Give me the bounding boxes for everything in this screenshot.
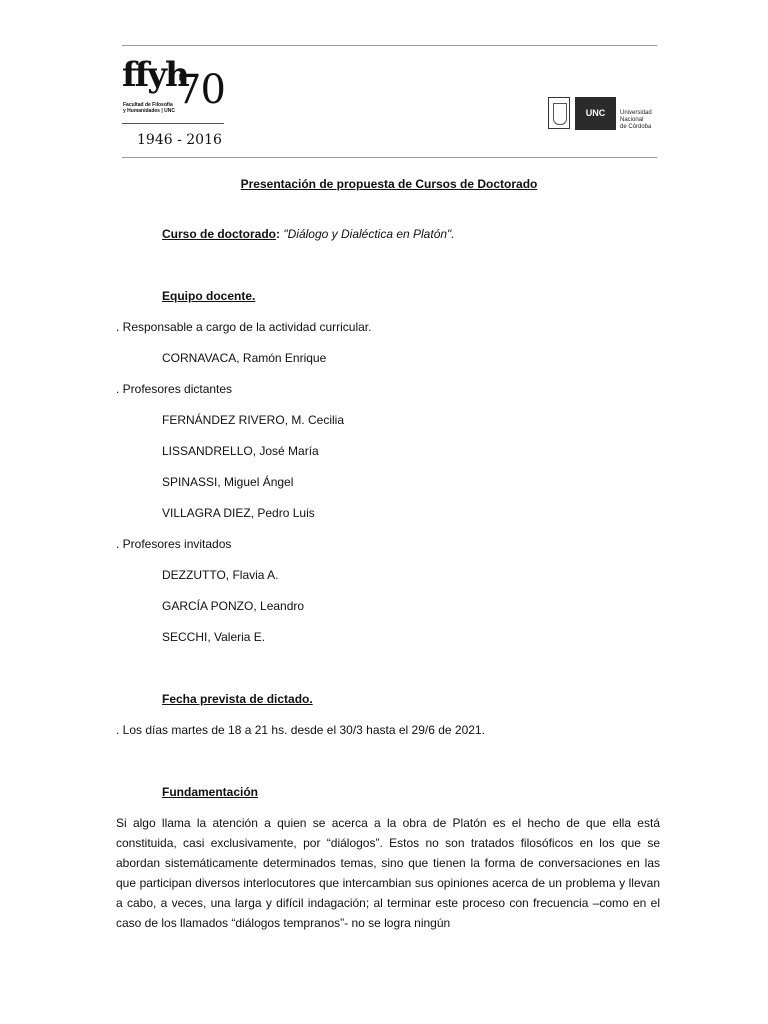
unc-name-line3: de Córdoba — [620, 124, 652, 130]
document-title: Presentación de propuesta de Cursos de Doctorado — [240, 177, 538, 191]
anniversary-years: 1946 - 2016 — [137, 132, 222, 148]
course-name: "Diálogo y Dialéctica en Platón". — [283, 227, 455, 241]
header-top-rule — [122, 45, 657, 46]
course-colon: : — [276, 227, 284, 241]
responsible-name: CORNAVACA, Ramón Enrique — [162, 351, 327, 365]
guest-name: GARCÍA PONZO, Leandro — [162, 599, 305, 613]
unc-name — [620, 110, 652, 131]
foundation-paragraph: Si algo llama la atención a quien se acerca a la obra de Platón es el hecho de que ella está constituida, casi exclusivamente, por “diálogos”. Estos no son tratados filosóficos en los que se abordan sistemáticamente determinados temas, sino que tienen la forma de conversaciones en las que participan diversos interlocutores que intercambian sus opiniones acerca de un problema y llevan a cabo, a veces, una larga y difícil indagación; al terminar este proceso con frecuencia –como en el caso de los llamados “diálogos tempranos”- no se logra ningún — [116, 816, 660, 930]
guest-name: SECCHI, Valeria E. — [162, 630, 266, 644]
ffyh-logo-number: 70 — [176, 67, 225, 113]
teacher-name: FERNÁNDEZ RIVERO, M. Cecilia — [162, 413, 345, 427]
responsible-label: . Responsable a cargo de la actividad curricular. — [116, 320, 372, 334]
teacher-name: VILLAGRA DIEZ, Pedro Luis — [162, 506, 315, 520]
logo-divider — [122, 123, 224, 124]
guest-name: DEZZUTTO, Flavia A. — [162, 568, 279, 582]
teacher-name: LISSANDRELLO, José María — [162, 444, 319, 458]
ffyh-logo-text: ffyh — [122, 55, 188, 95]
faculty-name — [123, 102, 175, 114]
unc-logo-box: UNC — [575, 97, 616, 130]
teacher-name: SPINASSI, Miguel Ángel — [162, 475, 294, 489]
date-heading: Fecha prevista de dictado. — [162, 692, 313, 706]
unc-name-line2: Nacional — [620, 117, 644, 123]
guests-label: . Profesores invitados — [116, 537, 232, 551]
faculty-name-line1: Facultad de Filosofía — [123, 102, 173, 108]
unc-name-line1: Universidad — [620, 110, 652, 116]
faculty-name-line2: y Humanidades | UNC — [123, 108, 175, 114]
foundation-heading: Fundamentación — [162, 785, 259, 799]
course-label: Curso de doctorado — [162, 227, 277, 241]
header-bottom-rule — [122, 157, 657, 158]
unc-crest-icon — [548, 97, 570, 129]
course-line — [162, 226, 455, 242]
team-heading: Equipo docente. — [162, 289, 256, 303]
date-text: . Los días martes de 18 a 21 hs. desde el 30/3 hasta el 29/6 de 2021. — [116, 723, 485, 737]
teachers-label: . Profesores dictantes — [116, 382, 233, 396]
